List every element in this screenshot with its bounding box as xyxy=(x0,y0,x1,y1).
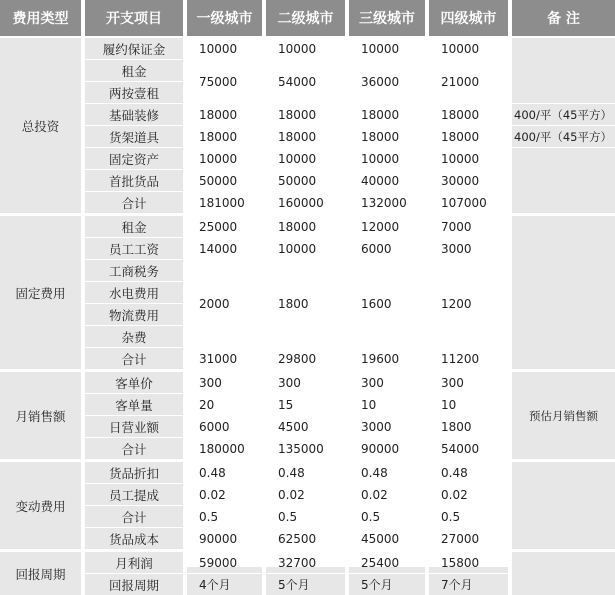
value-cell: 59000 xyxy=(199,555,238,570)
value-cell: 10000 xyxy=(199,151,238,166)
value-cell: 107000 xyxy=(441,195,487,210)
item-cell: 员工工资 xyxy=(85,238,183,259)
value-cell: 3000 xyxy=(361,419,392,434)
value-cell: 0.48 xyxy=(199,465,226,480)
value-cell: 20 xyxy=(199,397,215,412)
value-cell: 54000 xyxy=(441,441,480,456)
item-cell: 租金 xyxy=(85,60,183,81)
value-cell: 0.02 xyxy=(441,487,468,502)
value-cell: 10000 xyxy=(361,151,400,166)
item-cell: 客单价 xyxy=(85,372,183,393)
value-cell: 0.02 xyxy=(361,487,388,502)
value-cell: 18000 xyxy=(199,129,238,144)
item-cell: 日营业额 xyxy=(85,416,183,437)
value-cell: 135000 xyxy=(278,441,324,456)
header-tier4-city: 四级城市 xyxy=(429,0,508,36)
value-cell: 300 xyxy=(278,375,301,390)
value-cell: 15 xyxy=(278,397,294,412)
value-cell: 10 xyxy=(441,397,457,412)
note-cell xyxy=(512,38,615,103)
value-cell: 10000 xyxy=(199,41,238,56)
value-cell: 10000 xyxy=(278,41,317,56)
value-cell: 300 xyxy=(441,375,464,390)
item-cell: 客单量 xyxy=(85,394,183,415)
header-cost-type: 费用类型 xyxy=(0,0,81,36)
value-cell: 0.5 xyxy=(278,509,298,524)
value-cell: 18000 xyxy=(278,219,317,234)
value-cell: 4个月 xyxy=(199,578,231,592)
item-cell: 货品折扣 xyxy=(85,462,183,483)
value-cell: 90000 xyxy=(361,441,400,456)
value-cell: 1800 xyxy=(441,419,472,434)
value-cell: 90000 xyxy=(199,531,238,546)
category-cell: 回报周期 xyxy=(0,552,81,595)
value-cell: 132000 xyxy=(361,195,407,210)
value-cell: 160000 xyxy=(278,195,324,210)
header-expense-item: 开支项目 xyxy=(85,0,183,36)
value-cell: 10000 xyxy=(441,151,480,166)
value-cell: 40000 xyxy=(361,173,400,188)
value-cell: 18000 xyxy=(361,107,400,122)
value-cell: 6000 xyxy=(361,241,392,256)
value-cell: 0.48 xyxy=(361,465,388,480)
header-tier2-city: 二级城市 xyxy=(266,0,345,36)
value-cell: 50000 xyxy=(278,173,317,188)
item-cell: 月利润 xyxy=(85,552,183,573)
value-cell: 30000 xyxy=(441,173,480,188)
value-cell: 5个月 xyxy=(278,578,310,592)
note-cell xyxy=(512,552,615,595)
note-cell: 400/平（45平方） xyxy=(512,104,615,125)
category-cell: 固定费用 xyxy=(0,216,81,369)
value-cell: 25000 xyxy=(199,219,238,234)
value-cell: 50000 xyxy=(199,173,238,188)
item-cell: 合计 xyxy=(85,506,183,527)
value-cell: 25400 xyxy=(361,555,400,570)
value-cell: 2000 xyxy=(199,296,230,311)
item-cell: 杂费 xyxy=(85,326,183,347)
value-cell: 45000 xyxy=(361,531,400,546)
value-cell: 10000 xyxy=(278,241,317,256)
item-cell: 首批货品 xyxy=(85,170,183,191)
item-cell: 租金 xyxy=(85,216,183,237)
value-cell: 54000 xyxy=(278,74,317,89)
item-cell: 基础装修 xyxy=(85,104,183,125)
value-cell: 181000 xyxy=(199,195,245,210)
item-cell: 固定资产 xyxy=(85,148,183,169)
value-cell: 10 xyxy=(361,397,377,412)
value-cell: 18000 xyxy=(278,107,317,122)
value-cell: 21000 xyxy=(441,74,480,89)
value-cell: 75000 xyxy=(199,74,238,89)
value-cell: 62500 xyxy=(278,531,317,546)
value-cell: 31000 xyxy=(199,351,238,366)
value-cell: 0.48 xyxy=(441,465,468,480)
value-cell: 18000 xyxy=(441,107,480,122)
value-cell: 300 xyxy=(361,375,384,390)
value-cell: 14000 xyxy=(199,241,238,256)
note-cell xyxy=(512,216,615,369)
item-cell: 两按壹租 xyxy=(85,82,183,103)
value-cell: 0.5 xyxy=(199,509,219,524)
value-cell: 4500 xyxy=(278,419,309,434)
value-cell: 27000 xyxy=(441,531,480,546)
value-cell: 12000 xyxy=(361,219,400,234)
category-cell: 总投资 xyxy=(0,38,81,213)
item-cell: 合计 xyxy=(85,438,183,459)
value-cell: 10000 xyxy=(278,151,317,166)
value-cell: 6000 xyxy=(199,419,230,434)
value-cell: 180000 xyxy=(199,441,245,456)
note-cell xyxy=(512,462,615,549)
value-cell: 36000 xyxy=(361,74,400,89)
item-cell: 工商税务 xyxy=(85,260,183,281)
item-cell: 合计 xyxy=(85,192,183,213)
value-cell: 3000 xyxy=(441,241,472,256)
value-cell: 5个月 xyxy=(361,578,393,592)
value-cell: 10000 xyxy=(441,41,480,56)
item-cell: 水电费用 xyxy=(85,282,183,303)
value-cell: 19600 xyxy=(361,351,400,366)
category-cell: 月销售额 xyxy=(0,372,81,459)
item-cell: 物流费用 xyxy=(85,304,183,325)
item-cell: 回报周期 xyxy=(85,574,183,595)
value-cell: 18000 xyxy=(199,107,238,122)
value-cell: 18000 xyxy=(361,129,400,144)
value-cell: 18000 xyxy=(441,129,480,144)
value-cell: 18000 xyxy=(278,129,317,144)
value-cell: 0.5 xyxy=(361,509,381,524)
value-cell: 1200 xyxy=(441,296,472,311)
item-cell: 货品成本 xyxy=(85,528,183,549)
value-cell: 10000 xyxy=(361,41,400,56)
category-cell: 变动费用 xyxy=(0,462,81,549)
value-cell: 32700 xyxy=(278,555,317,570)
note-cell xyxy=(512,148,615,213)
value-cell: 0.5 xyxy=(441,509,461,524)
value-cell: 15800 xyxy=(441,555,480,570)
header-tier1-city: 一级城市 xyxy=(187,0,262,36)
item-cell: 合计 xyxy=(85,348,183,369)
item-cell: 履约保证金 xyxy=(85,38,183,59)
value-cell: 1600 xyxy=(361,296,392,311)
value-cell: 0.48 xyxy=(278,465,305,480)
header-tier3-city: 三级城市 xyxy=(349,0,425,36)
value-cell: 0.02 xyxy=(199,487,226,502)
value-cell: 7000 xyxy=(441,219,472,234)
note-cell: 400/平（45平方） xyxy=(512,126,615,147)
value-cell: 29800 xyxy=(278,351,317,366)
value-cell: 7个月 xyxy=(441,578,473,592)
item-cell: 员工提成 xyxy=(85,484,183,505)
value-cell: 300 xyxy=(199,375,222,390)
value-cell: 11200 xyxy=(441,351,480,366)
value-cell: 1800 xyxy=(278,296,309,311)
value-cell: 0.02 xyxy=(278,487,305,502)
item-cell: 货架道具 xyxy=(85,126,183,147)
note-cell: 预估月销售额 xyxy=(512,372,615,459)
header-notes: 备 注 xyxy=(512,0,615,36)
